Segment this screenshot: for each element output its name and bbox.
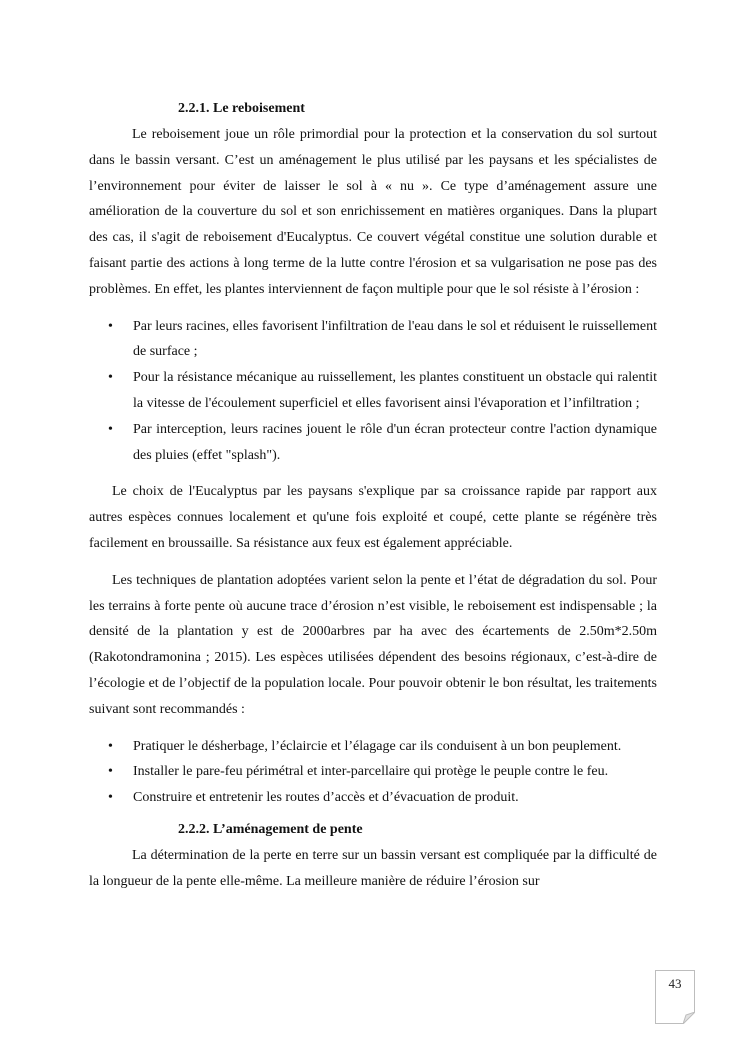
list-item: • Par leurs racines, elles favorisent l'infiltration de l'eau dans le sol et réduisent le ruissellement de surface ; xyxy=(89,314,657,366)
list-item: • Construire et entretenir les routes d’accès et d’évacuation de produit. xyxy=(89,785,657,811)
section-heading-reboisement: 2.2.1. Le reboisement xyxy=(178,101,305,116)
paragraph-plantation-techniques: Les techniques de plantation adoptées varient selon la pente et l’état de dégradation du sol. Pour les terrains à forte pente où aucune trace d’érosion n’est visible, le reboisement est indispensable ; la densité de la plantation y est de 2000arbres par ha avec des écartements de 2.50m*2.50m (Rakotondramonina ; 2015). Les espèces utilisées dépendent des besoins régionaux, c’est-à-dire de l’écologie et de l’objectif de la population locale. Pour pouvoir obtenir le bon résultat, les traitements suivant sont recommandés : xyxy=(89,572,657,717)
paragraph-eucalyptus-choice: Le choix de l'Eucalyptus par les paysans s'explique par sa croissance rapide par rapport aux autres espèces connues localement et qu'une fois exploité et coupé, cette plante se régénère très facilement en broussaille. Sa résistance aux feux est également appréciable. xyxy=(89,484,657,551)
page-number: 43 xyxy=(668,976,682,991)
list-item: • Installer le pare-feu périmétral et inter-parcellaire qui protège le peuple contre le feu. xyxy=(89,759,657,785)
section-heading-amenagement-pente: 2.2.2. L’aménagement de pente xyxy=(178,821,363,837)
list-item: • Pour la résistance mécanique au ruissellement, les plantes constituent un obstacle qui ralentit la vitesse de l'écoulement superficiel et elles favorisent ainsi l'évaporation et l’infiltration ; xyxy=(89,365,657,417)
document-page xyxy=(89,96,657,895)
page-number-box xyxy=(655,970,695,1024)
bullet-icon: • xyxy=(108,370,113,386)
list-item: • Par interception, leurs racines jouent le rôle d'un écran protecteur contre l'action dynamique des pluies (effet "splash"). xyxy=(89,417,657,469)
paragraph-reboisement-intro: Le reboisement joue un rôle primordial pour la protection et la conservation du sol surtout dans le bassin versant. C’est un aménagement le plus utilisé par les paysans et les spécialistes de l’environnement pour éviter de laisser le sol à « nu ». Ce type d’aménagement assure une amélioration de la couverture du sol et son enrichissement en matières organiques. Dans la plupart des cas, il s'agit de reboisement d'Eucalyptus. Ce couvert végétal constitue une solution durable et faisant partie des actions à long terme de la lutte contre l'érosion et sa vulgarisation ne pose pas des problèmes. En effet, les plantes interviennent de façon multiple pour que le sol résiste à l’érosion : xyxy=(89,127,657,297)
page-curl-icon xyxy=(683,1012,695,1024)
list-item: • Pratiquer le désherbage, l’éclaircie et l’élagage car ils conduisent à un bon peuplement. xyxy=(89,734,657,760)
bullet-icon: • xyxy=(108,738,113,754)
bullet-icon: • xyxy=(108,421,113,437)
bullet-list-treatments xyxy=(89,734,657,811)
bullet-icon: • xyxy=(108,790,113,806)
bullet-icon: • xyxy=(108,318,113,334)
bullet-list-plant-effects xyxy=(89,314,657,469)
paragraph-amenagement-pente-intro: La détermination de la perte en terre sur un bassin versant est compliquée par la difficulté de la longueur de la pente elle-même. La meilleure manière de réduire l’érosion sur xyxy=(89,847,657,889)
bullet-icon: • xyxy=(108,764,113,780)
